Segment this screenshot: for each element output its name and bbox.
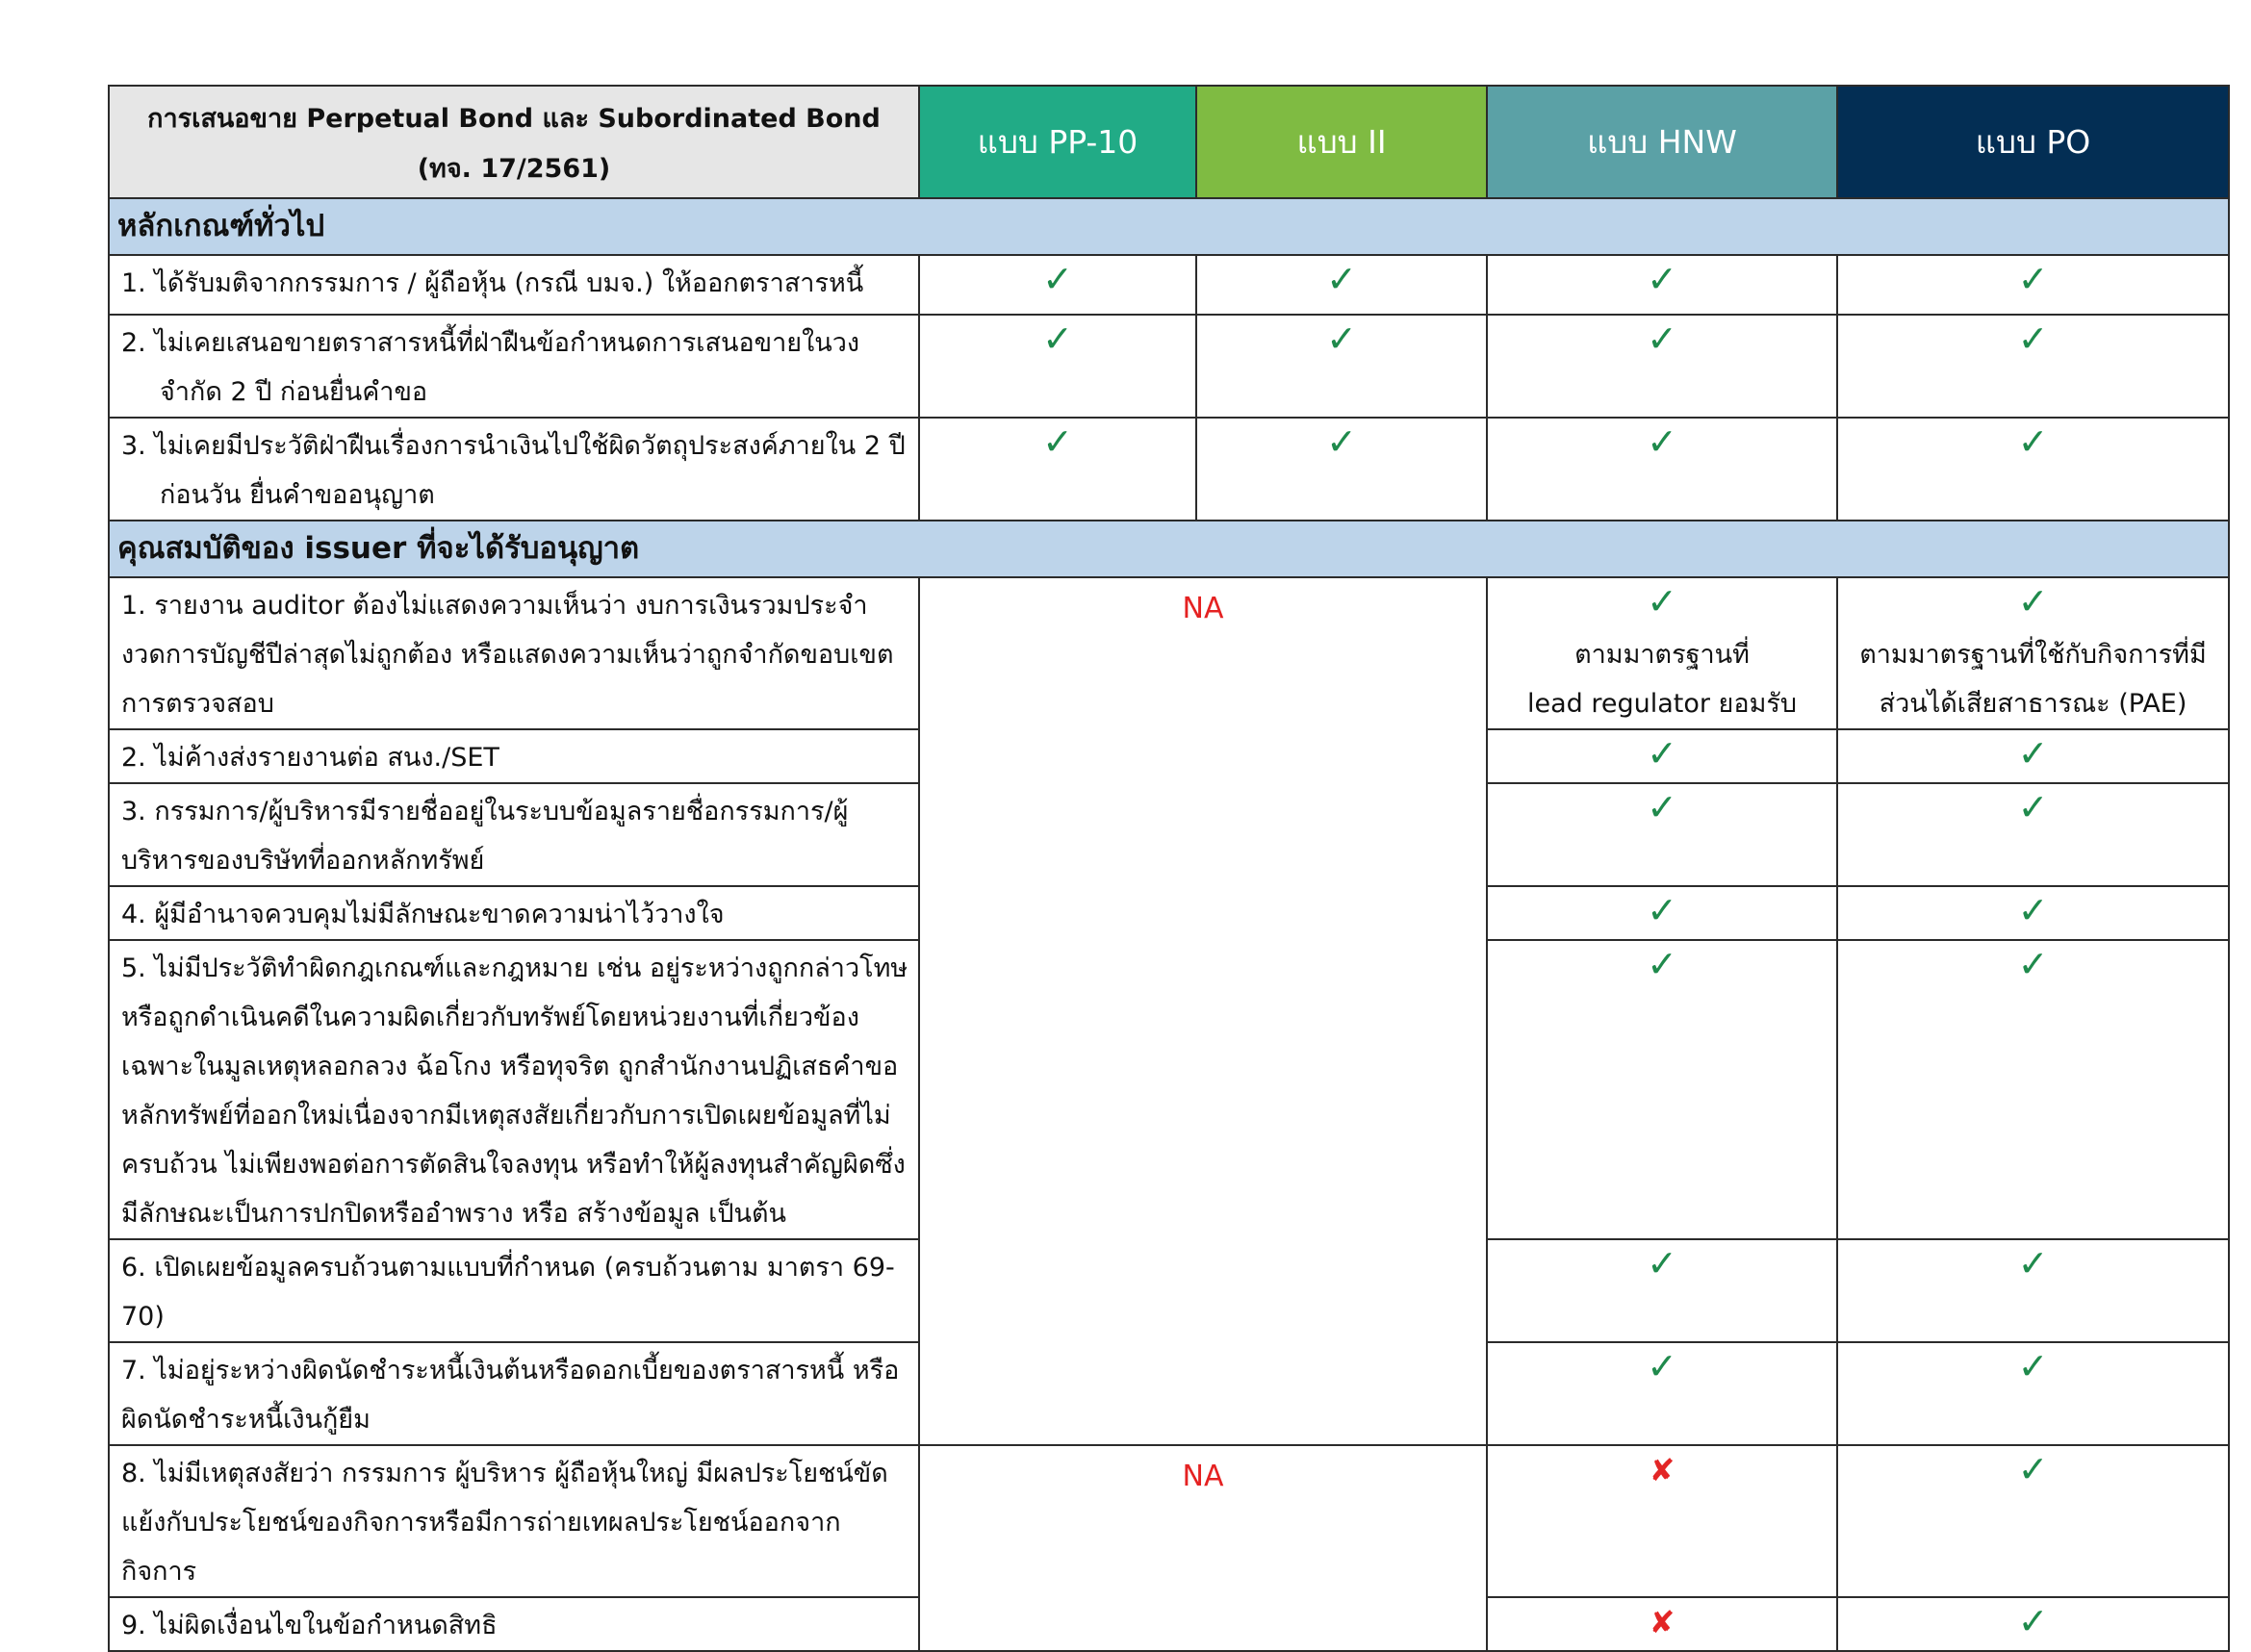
check-icon: ✓: [1326, 318, 1357, 360]
check-icon: ✓: [1042, 258, 1073, 300]
criterion-text: 7. ไม่อยู่ระหว่างผิดนัดชำระหนี้เงินต้นหรือดอกเบี้ยของตราสารหนี้ หรือผิดนัดชำระหนี้เงินกู้ยืม: [109, 1342, 919, 1445]
table-row: [109, 577, 2229, 729]
hnw-note-line2: lead regulator ยอมรับ: [1526, 689, 1798, 719]
check-icon: ✓: [2017, 786, 2049, 828]
check-icon: ✓: [2017, 889, 2049, 931]
check-icon: ✓: [1647, 580, 1677, 623]
table-row: [109, 315, 2229, 418]
check-icon: ✓: [2017, 318, 2049, 360]
criterion-text: 3. กรรมการ/ผู้บริหารมีรายชื่ออยู่ในระบบข้อมูลรายชื่อกรรมการ/ผู้บริหารของบริษัทที่ออกหลักทรัพย์: [109, 783, 919, 886]
criterion-text: 1. รายงาน auditor ต้องไม่แสดงความเห็นว่า งบการเงินรวมประจำงวดการบัญชีปีล่าสุดไม่ถูกต้อง หรือแสดงความเห็นว่าถูกจำกัดขอบเขตการตรวจสอบ: [109, 577, 919, 729]
criteria-table: [108, 85, 2230, 1652]
check-icon: ✓: [2017, 732, 2049, 775]
check-icon: ✓: [1647, 943, 1677, 985]
column-header-po: แบบ PO: [1837, 86, 2229, 198]
table-row: [109, 255, 2229, 315]
check-icon: ✓: [1326, 258, 1357, 300]
check-icon: ✓: [1647, 318, 1677, 360]
cross-icon: ✘: [1649, 1452, 1675, 1488]
check-icon: ✓: [1647, 1345, 1677, 1387]
criterion-text: 9. ไม่ผิดเงื่อนไขในข้อกำหนดสิทธิ: [109, 1597, 919, 1651]
criterion-text: 1. ได้รับมติจากกรรมการ / ผู้ถือหุ้น (กรณี บมจ.) ให้ออกตราสารหนี้: [109, 255, 919, 315]
criterion-text: 2. ไม่เคยเสนอขายตราสารหนี้ที่ฝ่าฝืนข้อกำหนดการเสนอขายในวงจำกัด 2 ปี ก่อนยื่นคำขอ: [109, 315, 919, 418]
table-title-line1: การเสนอขาย Perpetual Bond และ Subordinated Bond: [147, 103, 881, 134]
check-icon: ✓: [1647, 889, 1677, 931]
check-icon: ✓: [2017, 420, 2049, 463]
check-icon: ✓: [2017, 1600, 2049, 1642]
check-icon: ✓: [1042, 318, 1073, 360]
check-icon: ✓: [2017, 943, 2049, 985]
criterion-text: 2. ไม่ค้างส่งรายงานต่อ สนง./SET: [109, 729, 919, 783]
section-row-issuer: [109, 521, 2229, 577]
po-note-line1: ตามมาตรฐานที่ใช้กับกิจการที่มี: [1859, 640, 2207, 670]
criterion-text: 8. ไม่มีเหตุสงสัยว่า กรรมการ ผู้บริหาร ผู้ถือหุ้นใหญ่ มีผลประโยชน์ขัดแย้งกับประโยชน์ของกิจการหรือมีการถ่ายเทผลประโยชน์ออกจากกิจการ: [109, 1445, 919, 1597]
criterion-text: 5. ไม่มีประวัติทำผิดกฎเกณฑ์และกฎหมาย เช่น อยู่ระหว่างถูกกล่าวโทษหรือถูกดำเนินคดีในความผิดเกี่ยวกับทรัพย์โดยหน่วยงานที่เกี่ยวข้องเฉพาะในมูลเหตุหลอกลวง ฉ้อโกง หรือทุจริต ถูกสำนักงานปฏิเสธคำขอหลักทรัพย์ที่ออกใหม่เนื่องจากมีเหตุสงสัยเกี่ยวกับการเปิดเผยข้อมูลที่ไม่ครบถ้วน ไม่เพียงพอต่อการตัดสินใจลงทุน หรือทำให้ผู้ลงทุนสำคัญผิดซึ่งมีลักษณะเป็นการปกปิดหรืออำพราง หรือ สร้างข้อมูล เป็นต้น: [109, 940, 919, 1239]
check-icon: ✓: [1647, 786, 1677, 828]
column-header-ii: แบบ II: [1196, 86, 1487, 198]
check-icon: ✓: [2017, 1345, 2049, 1387]
check-icon: ✓: [1647, 732, 1677, 775]
criterion-text: 4. ผู้มีอำนาจควบคุมไม่มีลักษณะขาดความน่าไว้วางใจ: [109, 886, 919, 940]
check-icon: ✓: [1647, 1242, 1677, 1284]
check-icon: ✓: [1326, 420, 1357, 463]
check-icon: ✓: [1647, 420, 1677, 463]
check-icon: ✓: [2017, 580, 2049, 623]
table-row: [109, 1445, 2229, 1597]
table-header-row: [109, 86, 2229, 198]
check-icon: ✓: [2017, 258, 2049, 300]
check-icon: ✓: [1647, 258, 1677, 300]
check-icon: ✓: [1042, 420, 1073, 463]
table-title-line2: (ทจ. 17/2561): [417, 153, 611, 184]
column-header-hnw: แบบ HNW: [1487, 86, 1837, 198]
check-icon: ✓: [2017, 1242, 2049, 1284]
criterion-text: 3. ไม่เคยมีประวัติฝ่าฝืนเรื่องการนำเงินไปใช้ผิดวัตถุประสงค์ภายใน 2 ปีก่อนวัน ยื่นคำขออนุญาต: [109, 418, 919, 521]
cross-icon: ✘: [1649, 1604, 1675, 1640]
table-title: [109, 86, 919, 198]
criterion-text: 6. เปิดเผยข้อมูลครบถ้วนตามแบบที่กำหนด (ครบถ้วนตาม มาตรา 69-70): [109, 1239, 919, 1342]
section-title-issuer: คุณสมบัติของ issuer ที่จะได้รับอนุญาต: [109, 521, 2229, 577]
check-icon: ✓: [2017, 1448, 2049, 1490]
section-title-general: หลักเกณฑ์ทั่วไป: [109, 198, 2229, 255]
table-row: [109, 418, 2229, 521]
column-header-pp10: แบบ PP-10: [919, 86, 1196, 198]
section-row-general: [109, 198, 2229, 255]
hnw-note-line1: ตามมาตรฐานที่: [1574, 640, 1750, 670]
na-label: NA: [919, 1445, 1487, 1651]
po-note-line2: ส่วนได้เสียสาธารณะ (PAE): [1879, 689, 2187, 719]
na-label: NA: [919, 577, 1487, 1445]
